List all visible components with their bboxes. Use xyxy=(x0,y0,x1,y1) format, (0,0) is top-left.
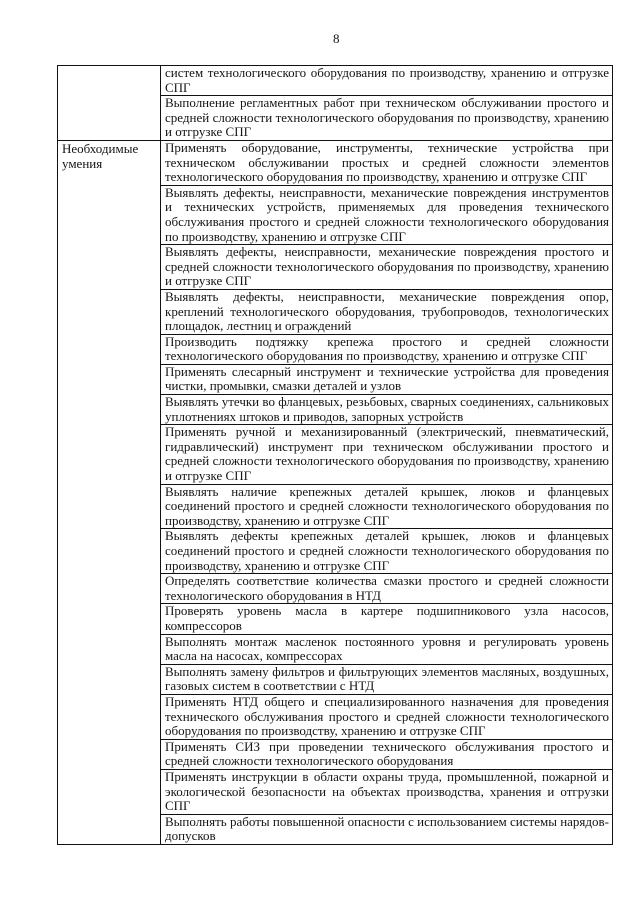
continuation-row: систем технологического оборудования по производству, хранению и отгрузке СПГ xyxy=(161,66,613,96)
skill-row: Проверять уровень масла в картере подшипникового узла насосов, компрессоров xyxy=(161,604,613,634)
table-row xyxy=(58,140,613,185)
skill-row: Выполнять работы повышенной опасности с использованием системы нарядов-допусков xyxy=(161,814,613,844)
skill-row: Определять соответствие количества смазки простого и средней сложности технологического оборудования в НТД xyxy=(161,574,613,604)
skill-row: Выявлять наличие крепежных деталей крышек, люков и фланцевых соединений простого и средней сложности технологического оборудования по производству, хранению и отгрузке СПГ xyxy=(161,484,613,529)
skill-row: Применять СИЗ при проведении технического обслуживания простого и средней сложности технологического оборудования xyxy=(161,739,613,769)
skill-row: Выявлять дефекты, неисправности, механические повреждения простого и средней сложности технологического оборудования по производству, хранению и отгрузке СПГ xyxy=(161,245,613,290)
skill-row: Выполнять монтаж масленок постоянного уровня и регулировать уровень масла на насосах, компрессорах xyxy=(161,634,613,664)
skill-row: Выполнять замену фильтров и фильтрующих элементов масляных, воздушных, газовых систем в соответствии с НТД xyxy=(161,664,613,694)
table-row xyxy=(58,66,613,96)
skill-row: Выявлять дефекты крепежных деталей крышек, люков и фланцевых соединений простого и средней сложности технологического оборудования по производству, хранению и отгрузке СПГ xyxy=(161,529,613,574)
skill-row: Выявлять дефекты, неисправности, механические повреждения опор, креплений технологического оборудования, трубопроводов, технологических площадок, лестниц и ограждений xyxy=(161,289,613,334)
skill-row: Применять инструкции в области охраны труда, промышленной, пожарной и экологической безопасности на объектах производства, хранения и отгрузки СПГ xyxy=(161,769,613,814)
skill-row: Применять ручной и механизированный (электрический, пневматический, гидравлический) инструмент при техническом обслуживании простого и средней сложности технологического оборудования по производству, хранению и отгрузке СПГ xyxy=(161,425,613,484)
requirements-table xyxy=(57,65,613,845)
skill-row: Выявлять дефекты, неисправности, механические повреждения инструментов и технических устройств, применяемых для проведения технического обслуживания простого и средней сложности технологического оборудования по производству, хранению и отгрузке СПГ xyxy=(161,185,613,244)
skill-row: Применять слесарный инструмент и технические устройства для проведения чистки, промывки, смазки деталей и узлов xyxy=(161,364,613,394)
skill-row: Применять НТД общего и специализированного назначения для проведения технического обслуживания простого и средней сложности технологического оборудования по производству, хранению и отгрузке СПГ xyxy=(161,694,613,739)
continuation-row: Выполнение регламентных работ при техническом обслуживании простого и средней сложности технологического оборудования по производству, хранению и отгрузке СПГ xyxy=(161,96,613,141)
skill-row: Применять оборудование, инструменты, технические устройства при техническом обслуживании простых и средней сложности элементов технологического оборудования по производству, хранению и отгрузке СПГ xyxy=(161,140,613,185)
page-number: 8 xyxy=(333,31,340,46)
section-label: Необходимые умения xyxy=(58,140,161,844)
skill-row: Выявлять утечки во фланцевых, резьбовых, сварных соединениях, сальниковых уплотнениях штоков и приводов, запорных устройств xyxy=(161,395,613,425)
continuation-label-cell xyxy=(58,66,161,141)
skill-row: Производить подтяжку крепежа простого и средней сложности технологического оборудования по производству, хранению и отгрузке СПГ xyxy=(161,334,613,364)
